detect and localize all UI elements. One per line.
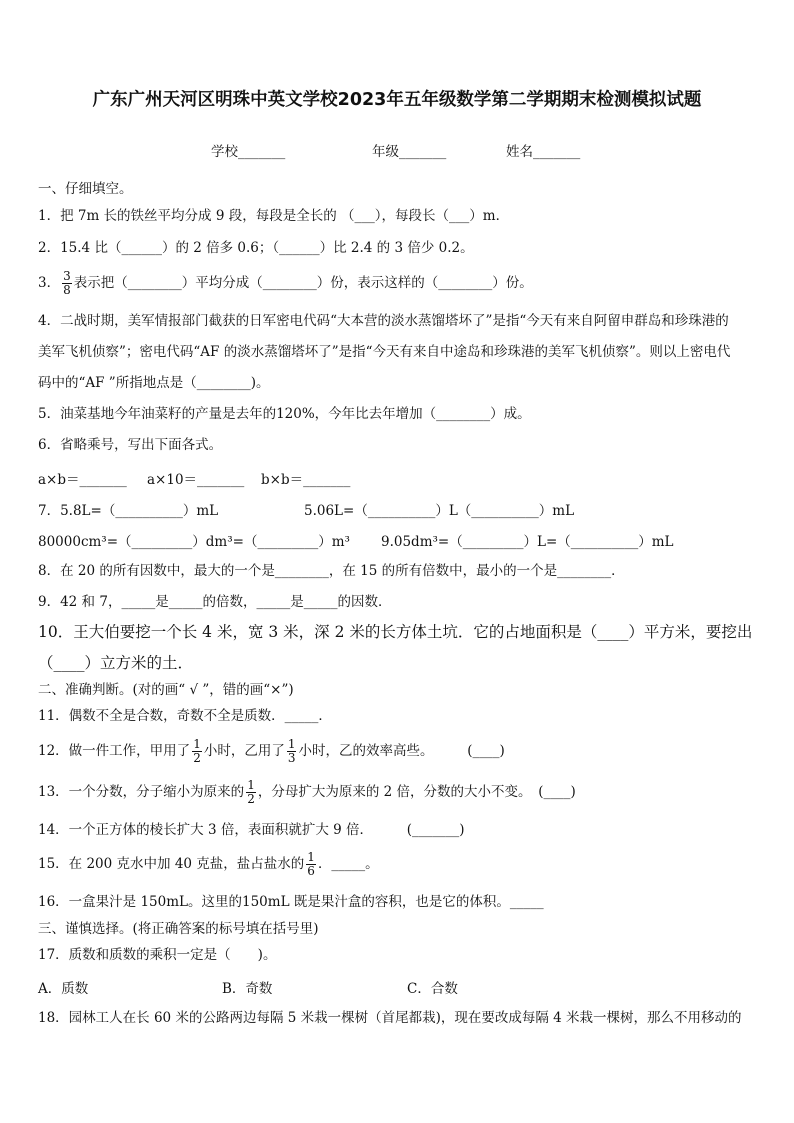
grade-field: 年级_______ [372, 144, 447, 160]
fraction [62, 270, 72, 297]
question-1: 1．把 7m 长的铁丝平均分成 9 段，每段是全长的 （___），每段长（___）m． [38, 208, 510, 224]
question-text: 表示把（________）平均分成（________）份，表示这样的（________）份。 [73, 275, 533, 291]
denominator: 2 [247, 792, 255, 806]
question-text: 13．一个分数，分子缩小为原来的 [38, 784, 245, 800]
question-10-line-1: 10．王大伯要挖一个长 4 米，宽 3 米，深 2 米的长方体土坑．它的占地面积是（____）平方米，要挖出 [38, 623, 753, 641]
question-15 [38, 849, 379, 879]
numerator: 1 [287, 737, 296, 751]
fraction [287, 738, 297, 765]
question-14: 14．一个正方体的棱长扩大 3 倍，表面积就扩大 9 倍． (_______) [38, 822, 465, 838]
numerator: 3 [63, 269, 71, 283]
question-4-line-3: 码中的“AF ”所指地点是（________)。 [38, 375, 270, 391]
question-3 [38, 268, 533, 298]
question-11: 11．偶数不全是合数，奇数不全是质数．_____． [38, 708, 332, 724]
question-4-line-1: 4．二战时期，美军情报部门截获的日军密电代码“大本营的淡水蒸馏塔坏了”是指“今天有来自阿留申群岛和珍珠港的 [38, 313, 729, 329]
question-5: 5．油菜基地今年油菜籽的产量是去年的120%，今年比去年增加（________）成。 [38, 406, 531, 422]
denominator: 2 [193, 751, 201, 765]
question-number: 3． [38, 275, 61, 291]
question-7-d: 9.05dm³=（_________）L=（__________）mL [381, 534, 674, 550]
question-4-line-2: 美军飞机侦察”；密电代码“AF 的淡水蒸馏塔坏了”是指“今天有来自中途岛和珍珠港的美军飞机侦察”。则以上密电代 [38, 344, 731, 360]
choice-b: B．奇数 [222, 981, 273, 997]
section-heading: 一、仔细填空。 [38, 181, 133, 197]
question-17: 17．质数和质数的乘积一定是（ )。 [38, 947, 277, 963]
question-text: 小时，乙的效率高些。 (____) [298, 743, 505, 759]
question-16: 16．一盒果汁是 150mL。这里的150mL 既是果汁盒的容积，也是它的体积。_____ [38, 894, 544, 910]
question-9: 9．42 和 7，_____是_____的倍数，_____是_____的因数． [38, 594, 392, 610]
numerator: 1 [193, 737, 201, 751]
question-8: 8．在 20 的所有因数中，最大的一个是________，在 15 的所有倍数中，最小的一个是________． [38, 563, 625, 579]
name-field: 姓名_______ [506, 144, 581, 160]
question-text: 小时，乙用了 [203, 743, 285, 759]
question-7-a: 7．5.8L=（__________）mL [38, 503, 219, 519]
question-text: 15．在 200 克水中加 40 克盐，盐占盐水的 [38, 856, 305, 872]
choice-c: C．合数 [407, 981, 458, 997]
numerator: 1 [307, 850, 315, 864]
page-title: 广东广州天河区明珠中英文学校2023年五年级数学第二学期期末检测模拟试题 [92, 90, 702, 110]
question-6-a: a×b＝_______ [38, 472, 127, 488]
fraction [306, 851, 316, 878]
question-6-b: a×10＝_______ [147, 472, 245, 488]
section-heading: 三、谨慎选择。(将正确答案的标号填在括号里) [38, 921, 319, 937]
denominator: 8 [63, 283, 71, 297]
question-7-b: 5.06L=（__________）L（__________）mL [304, 503, 575, 519]
question-6-c: b×b＝_______ [261, 472, 351, 488]
question-text: ，分母扩大为原来的 2 倍，分数的大小不变。 (____) [257, 784, 576, 800]
denominator: 3 [287, 751, 296, 765]
question-text: ．_____。 [317, 856, 379, 872]
question-10-line-2: （____）立方米的土． [38, 654, 194, 672]
section-heading: 二、准确判断。(对的画“ √ ”，错的画“×”) [38, 682, 294, 698]
question-13 [38, 777, 576, 807]
question-6: 6．省略乘号，写出下面各式。 [38, 437, 223, 453]
question-text: 12．做一件工作，甲用了 [38, 743, 191, 759]
question-2: 2．15.4 比（______）的 2 倍多 0.6；（______）比 2.4 的 3 倍少 0.2。 [38, 240, 474, 256]
denominator: 6 [307, 864, 315, 878]
numerator: 1 [247, 778, 255, 792]
fraction [246, 779, 256, 806]
fraction [192, 738, 202, 765]
school-field: 学校_______ [211, 144, 286, 160]
question-18: 18．园林工人在长 60 米的公路两边每隔 5 米栽一棵树（首尾都栽)，现在要改成每隔 4 米栽一棵树，那么不用移动的 [38, 1010, 742, 1026]
question-7-c: 80000cm³=（_________）dm³=（_________）m³ [38, 534, 350, 550]
choice-a: A．质数 [38, 981, 89, 997]
question-12 [38, 736, 505, 766]
